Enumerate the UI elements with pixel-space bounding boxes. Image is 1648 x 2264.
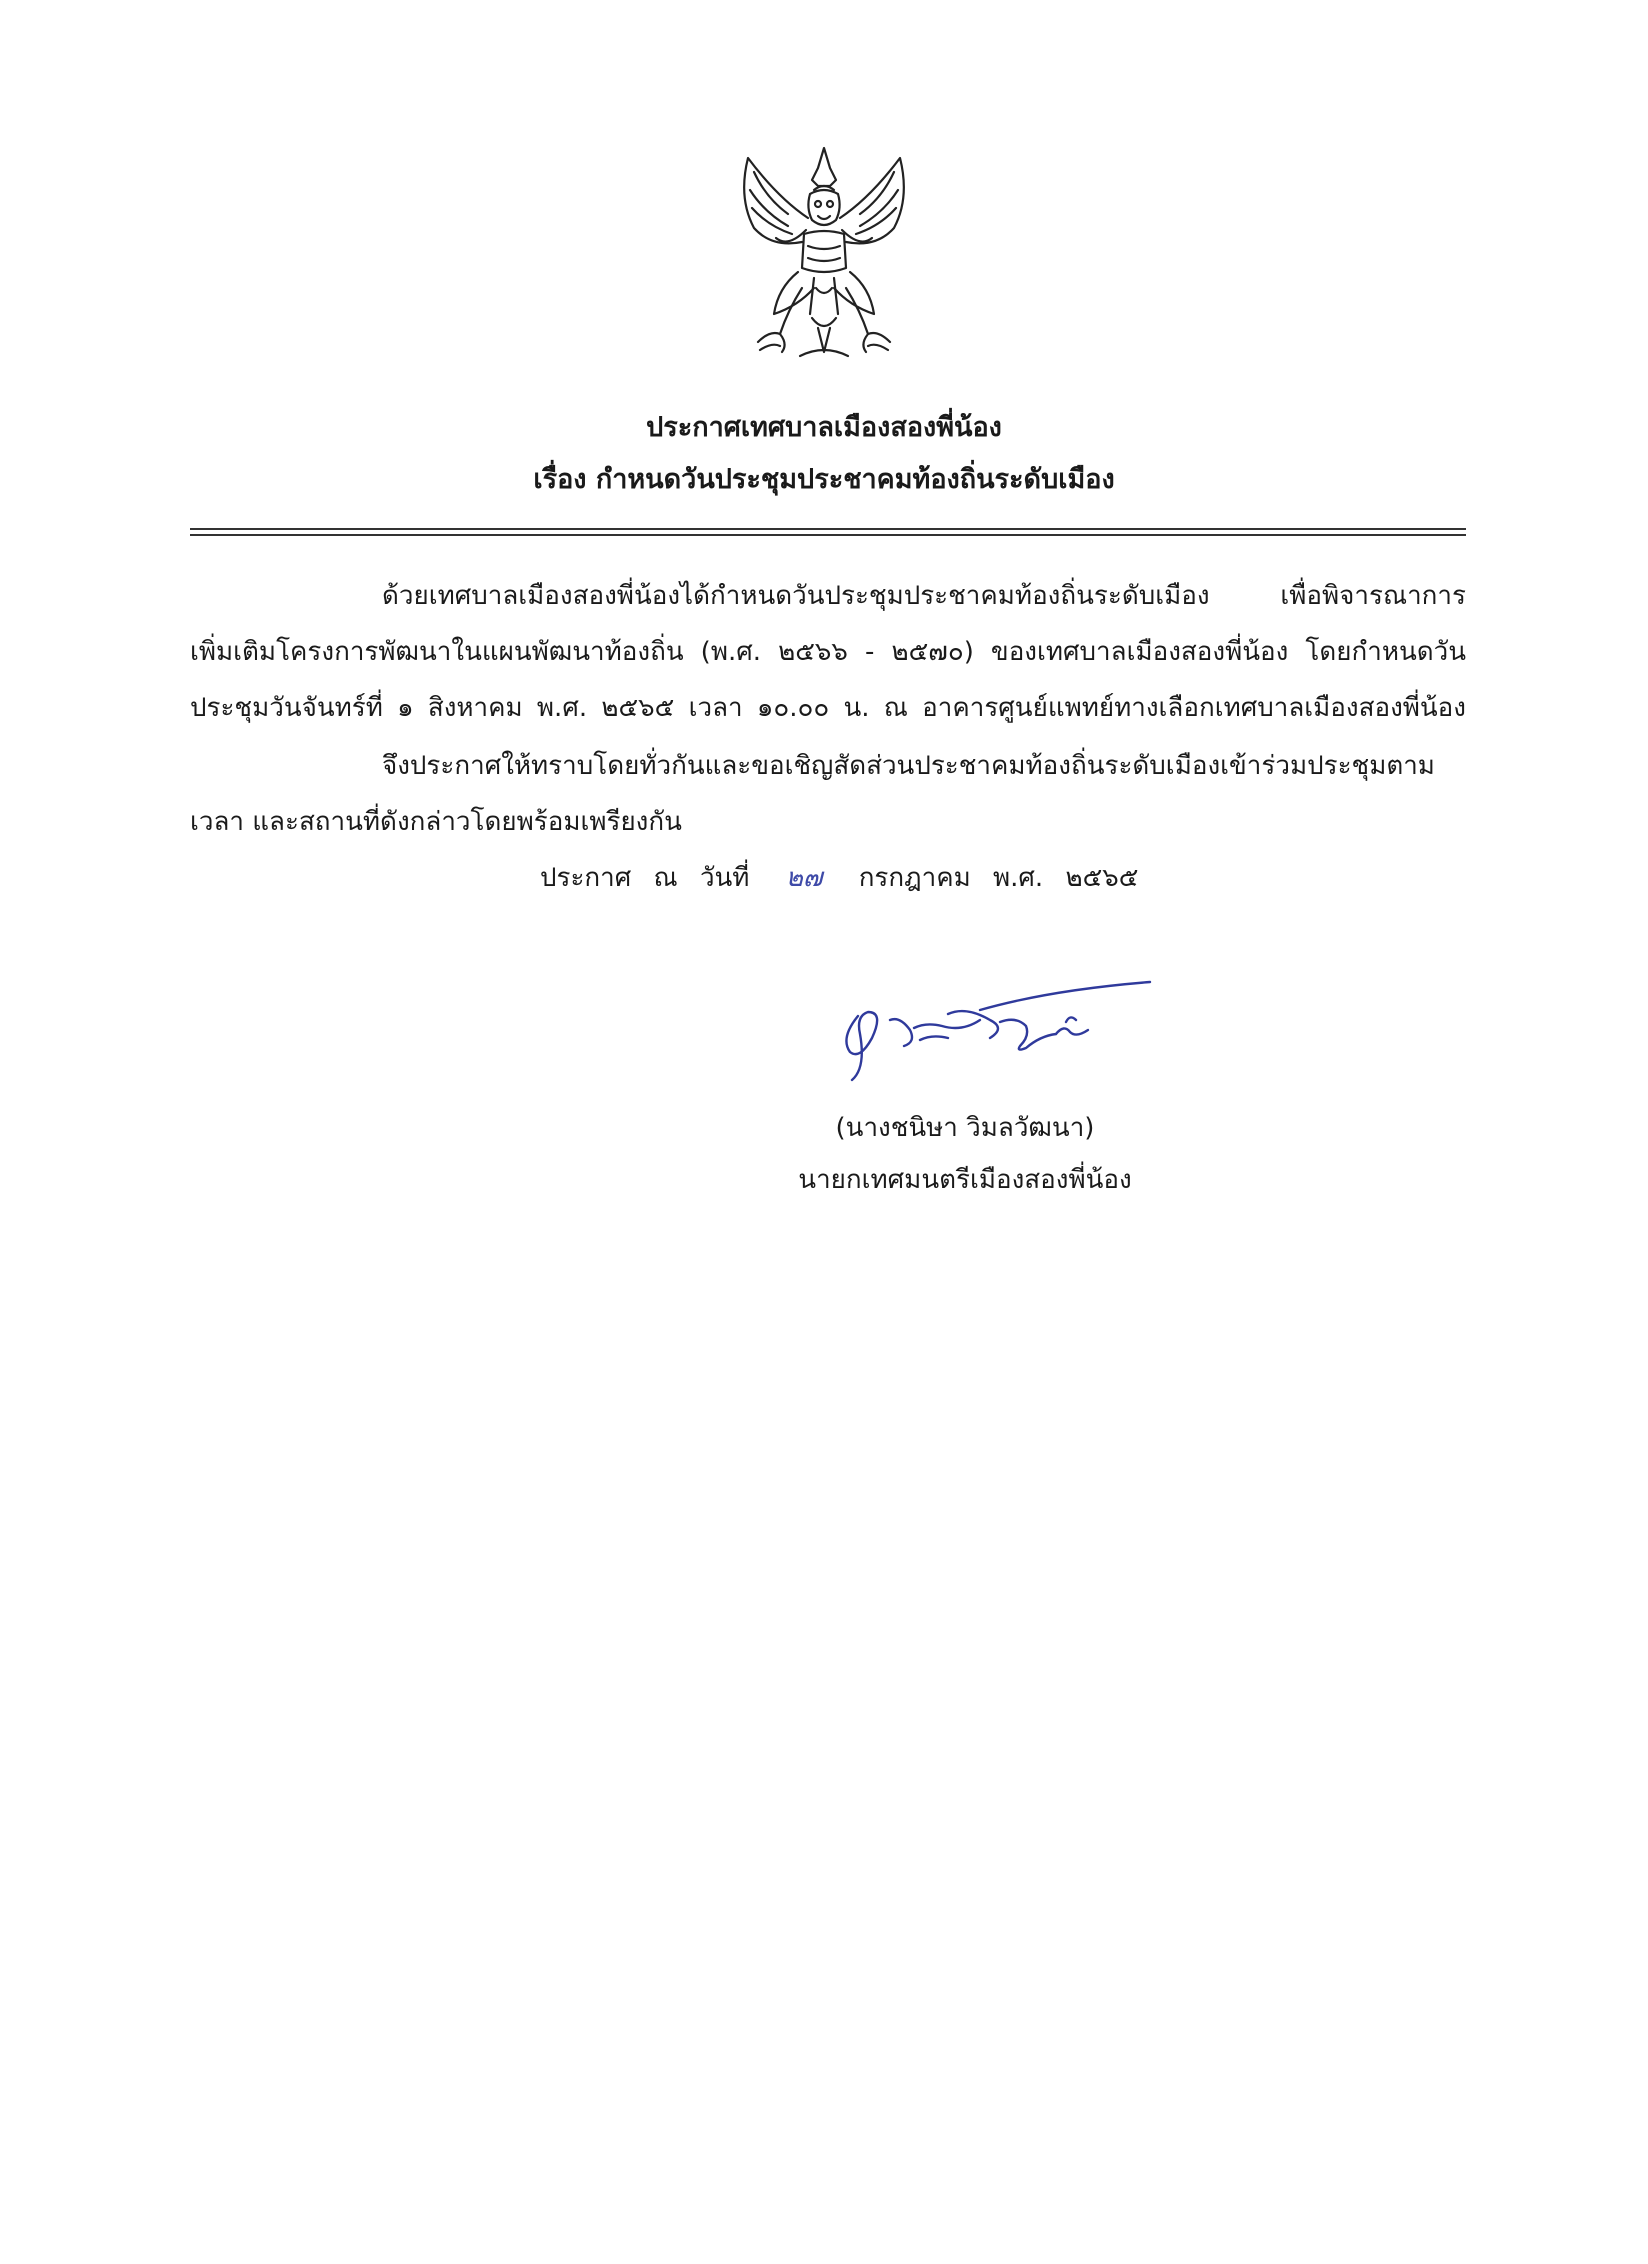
page-title: ประกาศเทศบาลเมืองสองพี่น้อง [646, 412, 1002, 443]
announcement-date [540, 858, 1152, 898]
date-month: กรกฎาคม [858, 863, 971, 893]
paragraph-1-line-2: เพิ่มเติมโครงการพัฒนาในแผนพัฒนาท้องถิ่น (พ.ศ. ๒๕๖๖ - ๒๕๗๐) ของเทศบาลเมืองสองพี่น้อง โดยกำหนดวัน [190, 637, 1466, 667]
garuda-emblem-icon [718, 138, 930, 364]
handwritten-signature [830, 976, 1160, 1086]
date-year-label: พ.ศ. [993, 863, 1044, 893]
date-at: ณ [653, 863, 678, 893]
paragraph-1-line-1: ด้วยเทศบาลเมืองสองพี่น้องได้กำหนดวันประชุมประชาคมท้องถิ่นระดับเมือง เพื่อพิจารณาการ [382, 581, 1466, 611]
signer-name: (นางชนิษา วิมลวัฒนา) [835, 1113, 1095, 1143]
paragraph-2-line-2: เวลา และสถานที่ดังกล่าวโดยพร้อมเพรียงกัน [190, 807, 682, 837]
date-day-value: ๒๗ [785, 863, 823, 893]
date-day-label: วันที่ [699, 863, 750, 893]
paragraph-2-line-1: จึงประกาศให้ทราบโดยทั่วกันและขอเชิญสัดส่วนประชาคมท้องถิ่นระดับเมืองเข้าร่วมประชุมตาม [382, 751, 1435, 781]
subject-line: เรื่อง กำหนดวันประชุมประชาคมท้องถิ่นระดับเมือง [533, 464, 1115, 495]
date-year: ๒๕๖๕ [1065, 863, 1139, 893]
signer-position: นายกเทศมนตรีเมืองสองพี่น้อง [798, 1165, 1132, 1195]
paragraph-1-line-3: ประชุมวันจันทร์ที่ ๑ สิงหาคม พ.ศ. ๒๕๖๕ เวลา ๑๐.๐๐ น. ณ อาคารศูนย์แพทย์ทางเลือกเทศบาลเมืองสองพี่น้อง [190, 693, 1466, 723]
header-divider-top [190, 528, 1466, 530]
date-prefix: ประกาศ [540, 863, 632, 893]
header-divider-bottom [190, 534, 1466, 536]
